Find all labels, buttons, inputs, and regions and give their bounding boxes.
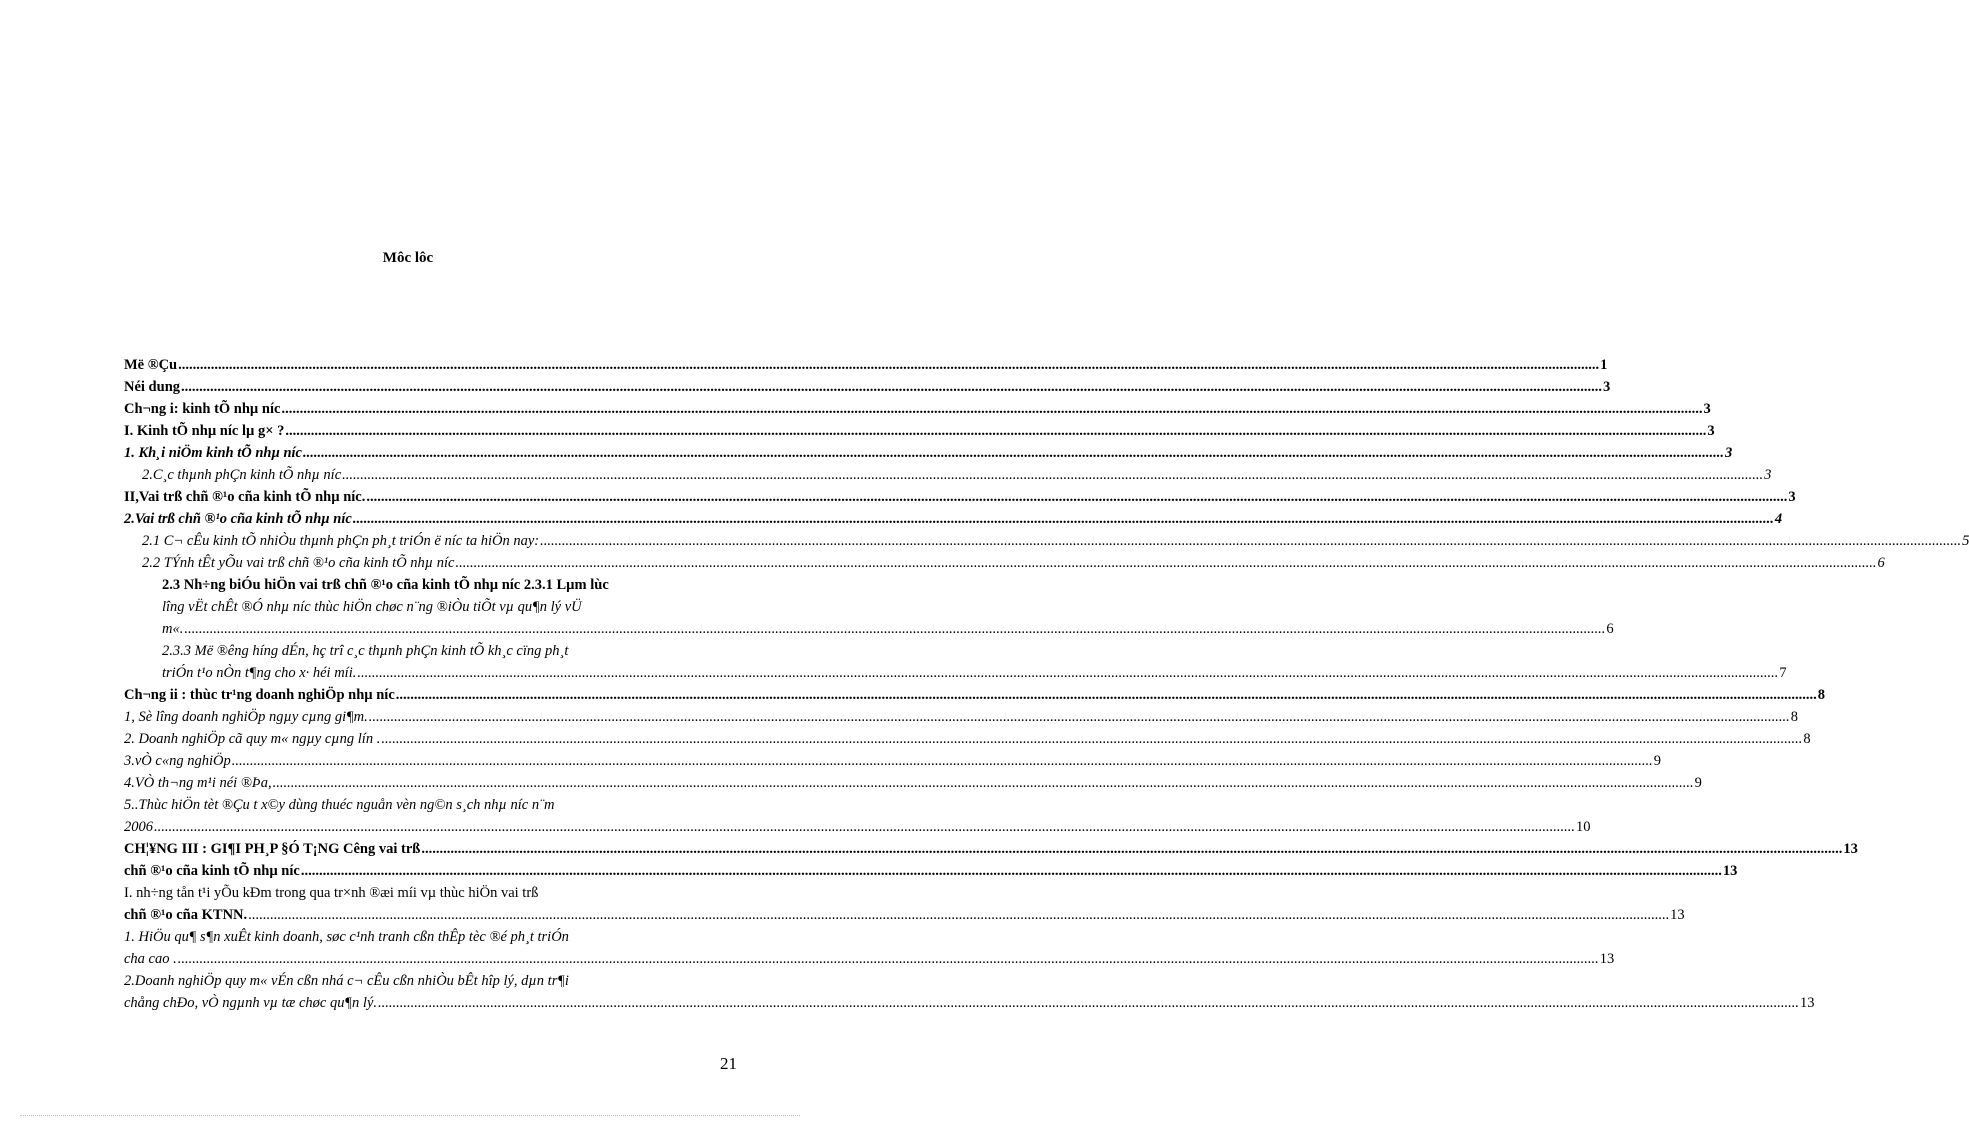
toc-page-number: 8 xyxy=(1817,687,1826,703)
toc-entry[interactable] xyxy=(124,401,1711,423)
toc-entry-text: I. nh÷ng tån t¹i yÕu kÐm trong qua tr×nh ®æi míi vµ thùc hiÖn vai trß xyxy=(124,885,539,901)
toc-entry[interactable] xyxy=(124,423,1715,445)
toc-entry-text: Më ®Çu xyxy=(124,357,178,373)
toc-entry[interactable] xyxy=(142,555,1885,577)
leader-dots xyxy=(396,687,1817,704)
toc-entry[interactable] xyxy=(124,511,1783,533)
toc-entry-continuation[interactable] xyxy=(162,621,1614,643)
toc-entry-text: cha cao . xyxy=(124,951,177,967)
toc-page-number: 13 xyxy=(1800,995,1815,1011)
page-bottom-border xyxy=(20,1115,800,1120)
toc-entry[interactable] xyxy=(142,533,1969,555)
toc-entry[interactable] xyxy=(124,753,1661,775)
toc-page-number: 7 xyxy=(1779,665,1787,681)
toc-entry-text: chñ ®¹o cña KTNN. xyxy=(124,907,248,923)
toc-entry-text: 2.1 C¬ cÊu kinh tÕ nhiÒu thµnh phÇn ph¸t triÓn ë níc ta hiÖn nay: xyxy=(142,533,540,549)
toc-entry-text: 2.C¸c thµnh phÇn kinh tÕ nhµ níc xyxy=(142,467,342,483)
page-number: 21 xyxy=(720,1054,737,1073)
leader-dots xyxy=(357,665,1778,682)
toc-entry-text: 1, Sè lîng doanh nghiÖp ngµy cµng gi¶m. xyxy=(124,709,368,725)
toc-page-number: 9 xyxy=(1694,775,1702,791)
leader-dots xyxy=(540,533,1961,550)
toc-page-number: 3 xyxy=(1788,489,1796,505)
toc-entry-text: 2. Doanh nghiÖp cã quy m« ngµy cµng lín . xyxy=(124,731,381,747)
toc-entry-text: 3.vÒ c«ng nghiÖp xyxy=(124,753,231,769)
toc-page-number: 1 xyxy=(1600,357,1608,373)
toc-entry[interactable] xyxy=(124,929,736,951)
leader-dots xyxy=(301,863,1722,880)
toc-entry-continuation[interactable] xyxy=(124,951,1615,973)
toc-page-number: 3 xyxy=(1703,401,1711,417)
toc-entry-text: 2.Vai trß chñ ®¹o cña kinh tÕ nhµ níc xyxy=(124,511,352,527)
toc-entry[interactable] xyxy=(162,643,736,665)
toc-page-number: 8 xyxy=(1803,731,1811,747)
leader-dots xyxy=(366,489,1787,506)
toc-entry-text: chñ ®¹o cña kinh tÕ nhµ níc xyxy=(124,863,300,879)
toc-page-number: 10 xyxy=(1576,819,1591,835)
leader-dots xyxy=(421,841,1842,858)
toc-entry[interactable] xyxy=(124,973,736,995)
toc-entry-text: Néi dung xyxy=(124,379,181,395)
toc-entry-text: 2.2 TÝnh tÊt yÕu vai trß chñ ®¹o cña kinh tÕ nhµ níc xyxy=(142,555,455,571)
toc-entry-text: II,Vai trß chñ ®¹o cña kinh tÕ nhµ níc. xyxy=(124,489,366,505)
toc-page-number: 9 xyxy=(1653,753,1661,769)
toc-entry[interactable] xyxy=(124,379,1611,401)
leader-dots xyxy=(455,555,1876,572)
leader-dots xyxy=(273,775,1694,792)
leader-dots xyxy=(178,357,1599,374)
toc-entry-text: 1. Kh¸i niÖm kinh tÕ nhµ níc xyxy=(124,445,302,461)
leader-dots xyxy=(303,445,1724,462)
toc-entry[interactable] xyxy=(124,841,1858,863)
toc-entry-text: 2.3.3 Më ®êng híng dÉn, hç trî c¸c thµnh phÇn kinh tÕ kh¸c cïng ph¸t xyxy=(162,643,569,659)
toc-page-number: 4 xyxy=(1774,511,1783,527)
leader-dots xyxy=(184,621,1605,638)
toc-entry-continuation[interactable] xyxy=(162,599,736,621)
toc-entry-text: 2.Doanh nghiÖp quy m« vÉn cßn nhá c¬ cÊu cßn nhiÒu bÊt hîp lý, dµn tr¶i xyxy=(124,973,569,989)
toc-page-number: 3 xyxy=(1724,445,1733,461)
toc-entry[interactable] xyxy=(124,709,1799,731)
toc-page-number: 13 xyxy=(1670,907,1685,923)
toc-entry-text: m«. xyxy=(162,621,184,637)
toc-page-number: 5 xyxy=(1962,533,1969,549)
toc-entry[interactable] xyxy=(142,467,1772,489)
toc-entry-continuation[interactable] xyxy=(124,819,1591,841)
leader-dots xyxy=(178,951,1599,968)
toc-page-number: 13 xyxy=(1722,863,1738,879)
leader-dots xyxy=(248,907,1669,924)
toc-entry-text: Ch¬ng i: kinh tÕ nhµ níc xyxy=(124,401,281,417)
toc-entry[interactable] xyxy=(124,797,736,819)
toc-entry[interactable] xyxy=(162,577,736,599)
toc-entry-text: 5..Thùc hiÖn tèt ®Çu t x©y dùng thuéc nguån vèn ng©n s¸ch nhµ níc n¨m xyxy=(124,797,555,813)
leader-dots xyxy=(154,819,1575,836)
toc-entry-text: 4.VÒ th¬ng m¹i néi ®Þa, xyxy=(124,775,272,791)
leader-dots xyxy=(381,731,1802,748)
toc-entry[interactable] xyxy=(124,731,1811,753)
toc-entry-continuation[interactable] xyxy=(124,907,1685,929)
leader-dots xyxy=(369,709,1790,726)
toc-entry-text: 2.3 Nh÷ng biÓu hiÖn vai trß chñ ®¹o cña kinh tÕ nhµ níc 2.3.1 Lµm lùc xyxy=(162,577,609,593)
toc-entry-text: 1. HiÖu qu¶ s¶n xuÊt kinh doanh, søc c¹nh tranh cßn thÊp tèc ®é ph¸t triÓn xyxy=(124,929,569,945)
leader-dots xyxy=(232,753,1653,770)
toc-entry[interactable] xyxy=(124,885,736,907)
toc-entry-text: I. Kinh tÕ nhµ níc lµ g× ? xyxy=(124,423,285,439)
toc-page-number: 3 xyxy=(1764,467,1772,483)
toc-entry-text: 2006 xyxy=(124,819,153,835)
toc-entry-continuation[interactable] xyxy=(162,665,1787,687)
toc-entry[interactable] xyxy=(124,687,1826,709)
toc-entry-text: chång chÐo, vÒ ngµnh vµ tæ chøc qu¶n lý. xyxy=(124,995,378,1011)
toc-entry-text: triÓn t¹o nÒn t¶ng cho x· héi míi. xyxy=(162,665,357,681)
toc-page-number: 13 xyxy=(1599,951,1615,967)
page-title: Môc lôc xyxy=(382,250,434,266)
leader-dots xyxy=(353,511,1774,528)
toc-entry-text: lîng vËt chÊt ®Ó nhµ níc thùc hiÖn chøc n¨ng ®iÒu tiÕt vµ qu¶n lý vÜ xyxy=(162,599,582,615)
toc-page-number: 13 xyxy=(1843,841,1858,857)
toc-entry[interactable] xyxy=(124,357,1608,379)
toc-entry[interactable] xyxy=(124,863,1738,885)
leader-dots xyxy=(378,995,1799,1012)
toc-entry[interactable] xyxy=(124,775,1702,797)
toc-page-number: 8 xyxy=(1790,709,1799,725)
toc-page-number: 3 xyxy=(1603,379,1611,395)
toc-entry[interactable] xyxy=(124,445,1733,467)
leader-dots xyxy=(281,401,1702,418)
leader-dots xyxy=(285,423,1706,440)
toc-entry-continuation[interactable] xyxy=(124,995,1815,1017)
leader-dots xyxy=(181,379,1602,396)
toc-page-number: 6 xyxy=(1877,555,1885,571)
toc-page-number: 6 xyxy=(1606,621,1614,637)
toc-entry[interactable] xyxy=(124,489,1796,511)
toc-entry-text: Ch¬ng ii : thùc tr¹ng doanh nghiÖp nhµ níc xyxy=(124,687,395,703)
toc-entry-text: CH¦¥NG III : GI¶I PH¸P §Ó T¡NG Cêng vai trß xyxy=(124,841,421,857)
leader-dots xyxy=(342,467,1763,484)
toc-page-number: 3 xyxy=(1707,423,1715,439)
